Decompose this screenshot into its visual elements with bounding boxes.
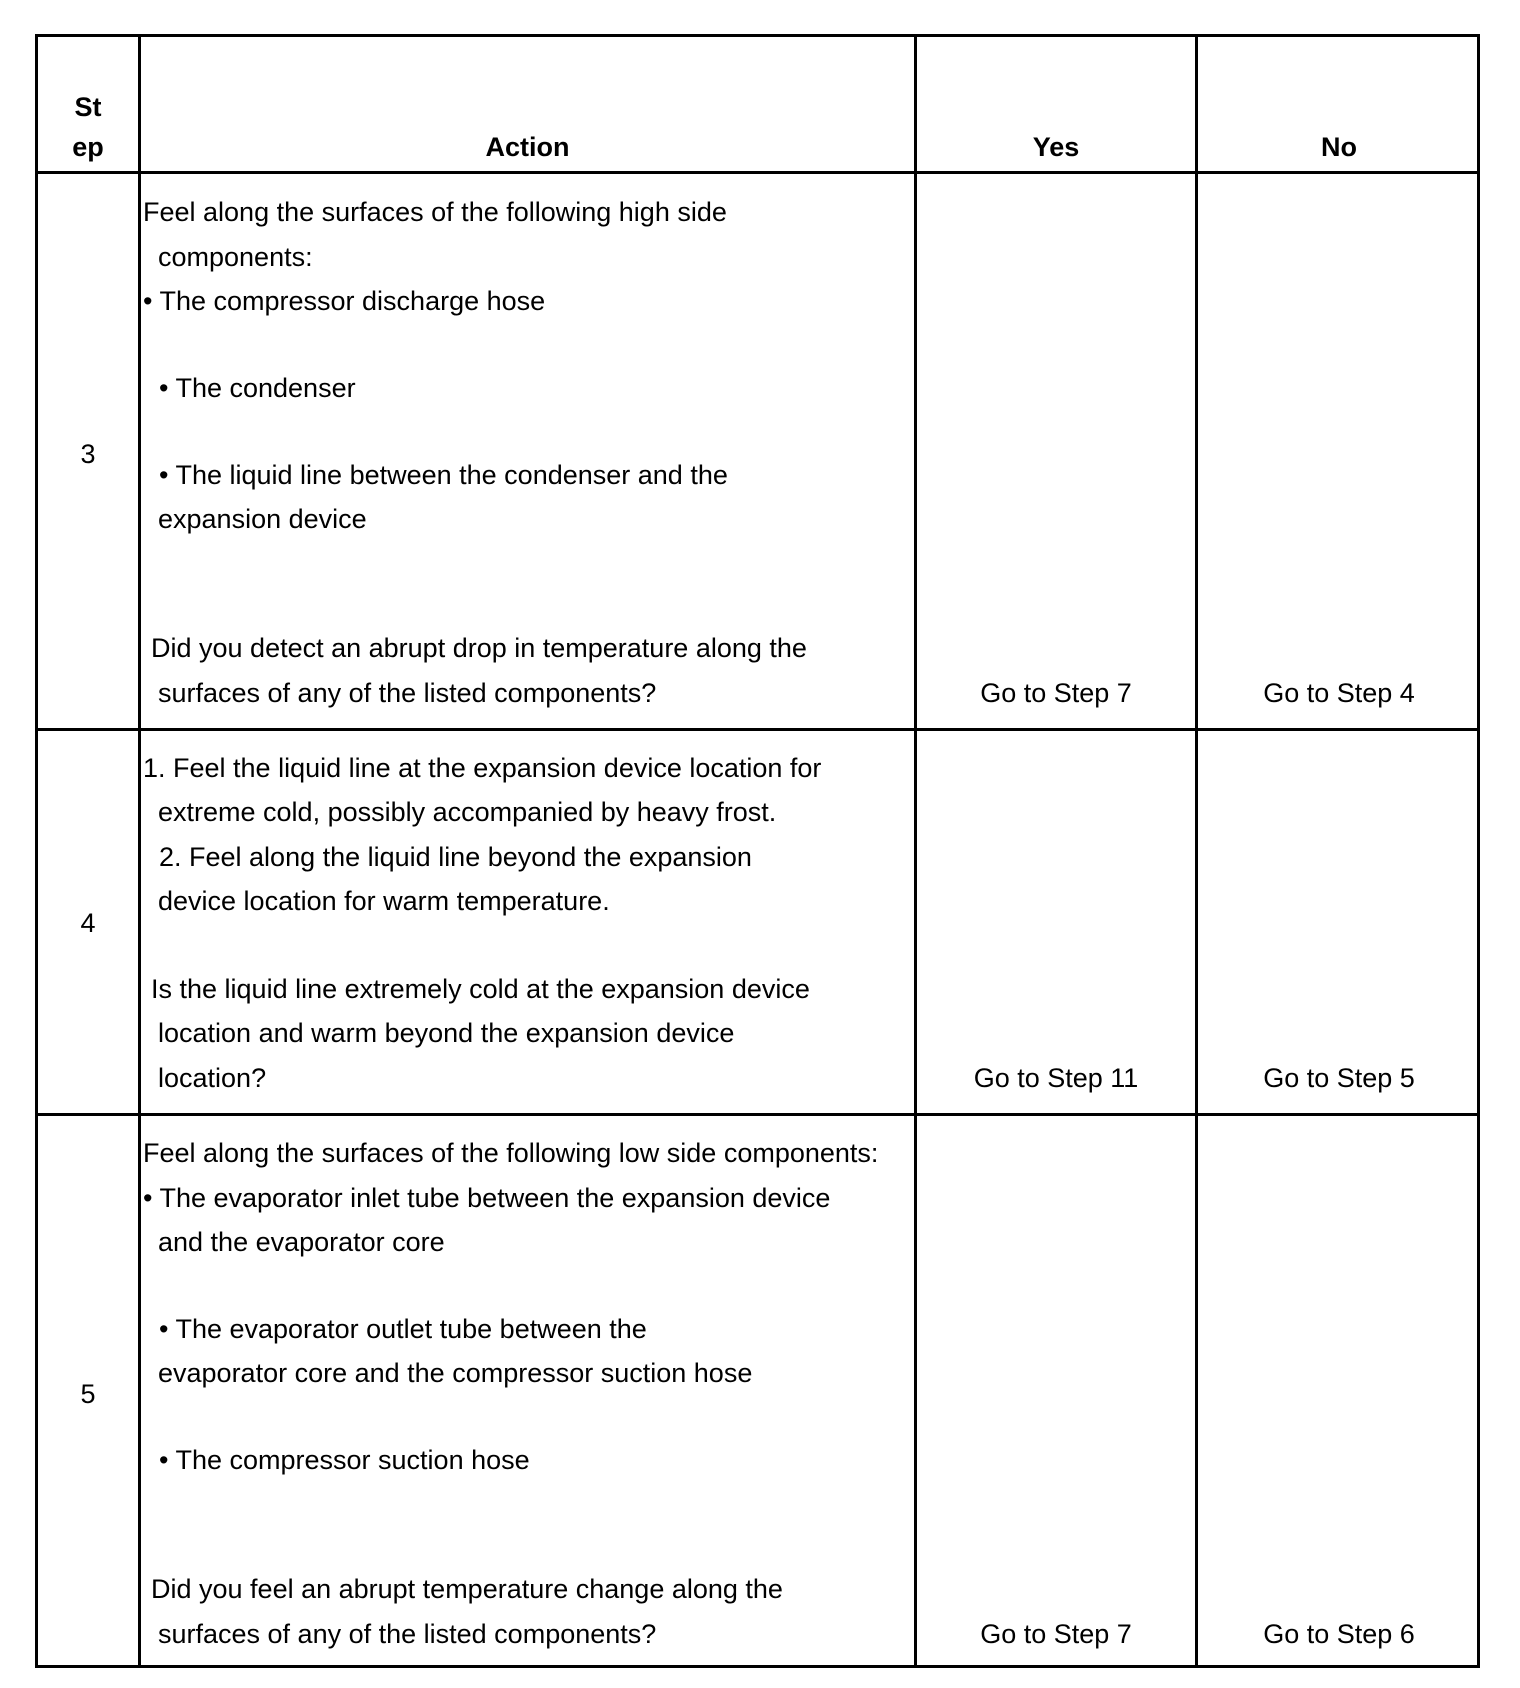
column-divider: [1195, 37, 1198, 1665]
header-step-line1: St: [74, 92, 102, 122]
row-divider: [38, 1113, 1477, 1116]
action-bullet-line: • The compressor discharge hose: [143, 286, 546, 316]
action-bullet-line: • The condenser: [159, 373, 356, 403]
action-question: Is the liquid line extremely cold at the expansion device: [151, 974, 810, 1004]
action-question: location and warm beyond the expansion device: [158, 1018, 735, 1048]
action-line: Feel along the surfaces of the following low side components:: [143, 1138, 879, 1168]
action-question: surfaces of any of the listed components?: [158, 678, 657, 708]
no-result: Go to Step 6: [1263, 1619, 1415, 1649]
action-question: Did you detect an abrupt drop in temperature along the: [151, 633, 807, 663]
row-divider: [38, 728, 1477, 731]
action-line: 2. Feel along the liquid line beyond the expansion: [159, 842, 752, 872]
diagnostic-table: [35, 34, 1480, 1668]
yes-result: Go to Step 11: [973, 1063, 1139, 1093]
action-bullet-line: • The evaporator outlet tube between the: [159, 1314, 647, 1344]
header-step: [38, 87, 138, 167]
column-divider: [138, 37, 141, 1665]
no-result: Go to Step 5: [1263, 1063, 1415, 1093]
action-line: evaporator core and the compressor suction hose: [158, 1358, 753, 1388]
header-action: Action: [485, 132, 570, 162]
action-line: device location for warm temperature.: [158, 886, 610, 916]
step-number: 3: [80, 439, 96, 469]
action-bullet-line: • The evaporator inlet tube between the expansion device: [143, 1183, 831, 1213]
no-result: Go to Step 4: [1263, 678, 1415, 708]
action-line: 1. Feel the liquid line at the expansion device location for: [143, 753, 822, 783]
header-step-line2: ep: [72, 132, 104, 162]
header-no: No: [1321, 132, 1357, 162]
column-divider: [914, 37, 917, 1665]
header-divider: [38, 171, 1477, 174]
action-line: expansion device: [158, 504, 367, 534]
action-line: and the evaporator core: [158, 1227, 445, 1257]
yes-result: Go to Step 7: [980, 678, 1132, 708]
action-line: Feel along the surfaces of the following high side: [143, 197, 727, 227]
action-question: location?: [158, 1063, 267, 1093]
yes-result: Go to Step 7: [980, 1619, 1132, 1649]
header-yes: Yes: [1032, 132, 1080, 162]
action-bullet-line: • The compressor suction hose: [159, 1445, 530, 1475]
step-number: 5: [80, 1379, 96, 1409]
action-bullet-line: • The liquid line between the condenser and the: [159, 460, 728, 490]
action-question: Did you feel an abrupt temperature change along the: [151, 1574, 783, 1604]
action-line: extreme cold, possibly accompanied by heavy frost.: [158, 797, 777, 827]
action-line: components:: [158, 242, 313, 272]
action-question: surfaces of any of the listed components?: [158, 1619, 657, 1649]
step-number: 4: [80, 908, 96, 938]
